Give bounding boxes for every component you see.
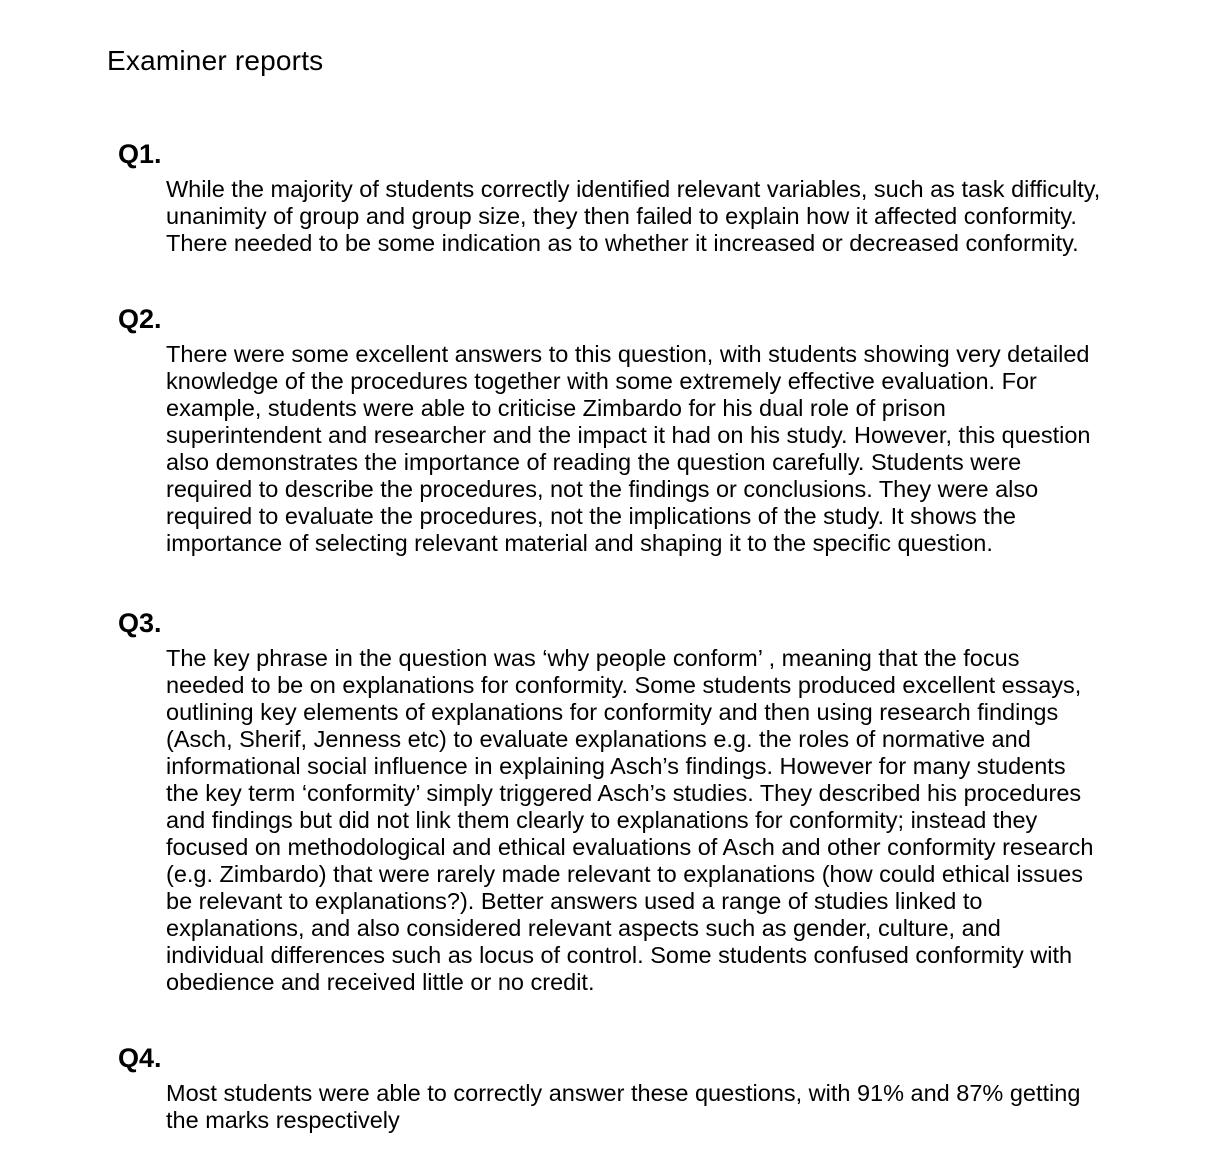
paragraph-line: and findings but did not link them clearly to explanations for conformity; instead they (166, 807, 1038, 833)
paragraph-line: outlining key elements of explanations for conformity and then using research findings (166, 699, 1059, 725)
paragraph-line: obedience and received little or no credit. (166, 969, 595, 995)
paragraph-line: knowledge of the procedures together with some extremely effective evaluation. For (166, 368, 1037, 394)
paragraph-line: required to describe the procedures, not the findings or conclusions. They were also (166, 476, 1039, 502)
paragraph-line: The key phrase in the question was ‘why people conform’ , meaning that the focus (166, 645, 1020, 671)
paragraph-line: (Asch, Sherif, Jenness etc) to evaluate explanations e.g. the roles of normative and (166, 726, 1031, 752)
question-paragraph-q2 (166, 341, 1224, 557)
question-heading-q2: Q2. (118, 304, 162, 334)
paragraph-line: needed to be on explanations for conformity. Some students produced excellent essays, (166, 672, 1082, 698)
question-paragraph-q3 (166, 645, 1224, 996)
paragraph-line: required to evaluate the procedures, not the implications of the study. It shows the (166, 503, 1016, 529)
paragraph-line: informational social influence in explaining Asch’s findings. However for many students (166, 753, 1066, 779)
paragraph-line: the marks respectively (166, 1107, 400, 1133)
paragraph-line: explanations, and also considered relevant aspects such as gender, culture, and (166, 915, 1001, 941)
question-section-q2 (118, 306, 1224, 557)
question-section-q4 (118, 1045, 1224, 1134)
question-heading-q3: Q3. (118, 608, 162, 638)
paragraph-line: There were some excellent answers to this question, with students showing very detailed (166, 341, 1090, 367)
paragraph-line: focused on methodological and ethical evaluations of Asch and other conformity research (166, 834, 1094, 860)
question-section-q1 (118, 141, 1224, 257)
paragraph-line: also demonstrates the importance of reading the question carefully. Students were (166, 449, 1022, 475)
question-paragraph-q1 (166, 176, 1224, 257)
paragraph-line: example, students were able to criticise Zimbardo for his dual role of prison (166, 395, 946, 421)
paragraph-line: unanimity of group and group size, they then failed to explain how it affected conformity. (166, 203, 1077, 229)
question-heading-q4: Q4. (118, 1043, 162, 1073)
paragraph-line: (e.g. Zimbardo) that were rarely made relevant to explanations (how could ethical issues (166, 861, 1083, 887)
paragraph-line: superintendent and researcher and the impact it had on his study. However, this question (166, 422, 1091, 448)
paragraph-line: Most students were able to correctly answer these questions, with 91% and 87% getting (166, 1080, 1081, 1106)
question-heading-q1: Q1. (118, 139, 162, 169)
page-title: Examiner reports (107, 45, 324, 76)
paragraph-line: importance of selecting relevant material and shaping it to the specific question. (166, 530, 993, 556)
paragraph-line: While the majority of students correctly identified relevant variables, such as task difficulty, (166, 176, 1101, 202)
paragraph-line: individual differences such as locus of control. Some students confused conformity with (166, 942, 1073, 968)
paragraph-line: the key term ‘conformity’ simply triggered Asch’s studies. They described his procedures (166, 780, 1082, 806)
paragraph-line: be relevant to explanations?). Better answers used a range of studies linked to (166, 888, 983, 914)
paragraph-line: There needed to be some indication as to whether it increased or decreased conformity. (166, 230, 1079, 256)
question-paragraph-q4 (166, 1080, 1224, 1134)
question-section-q3 (118, 610, 1224, 996)
